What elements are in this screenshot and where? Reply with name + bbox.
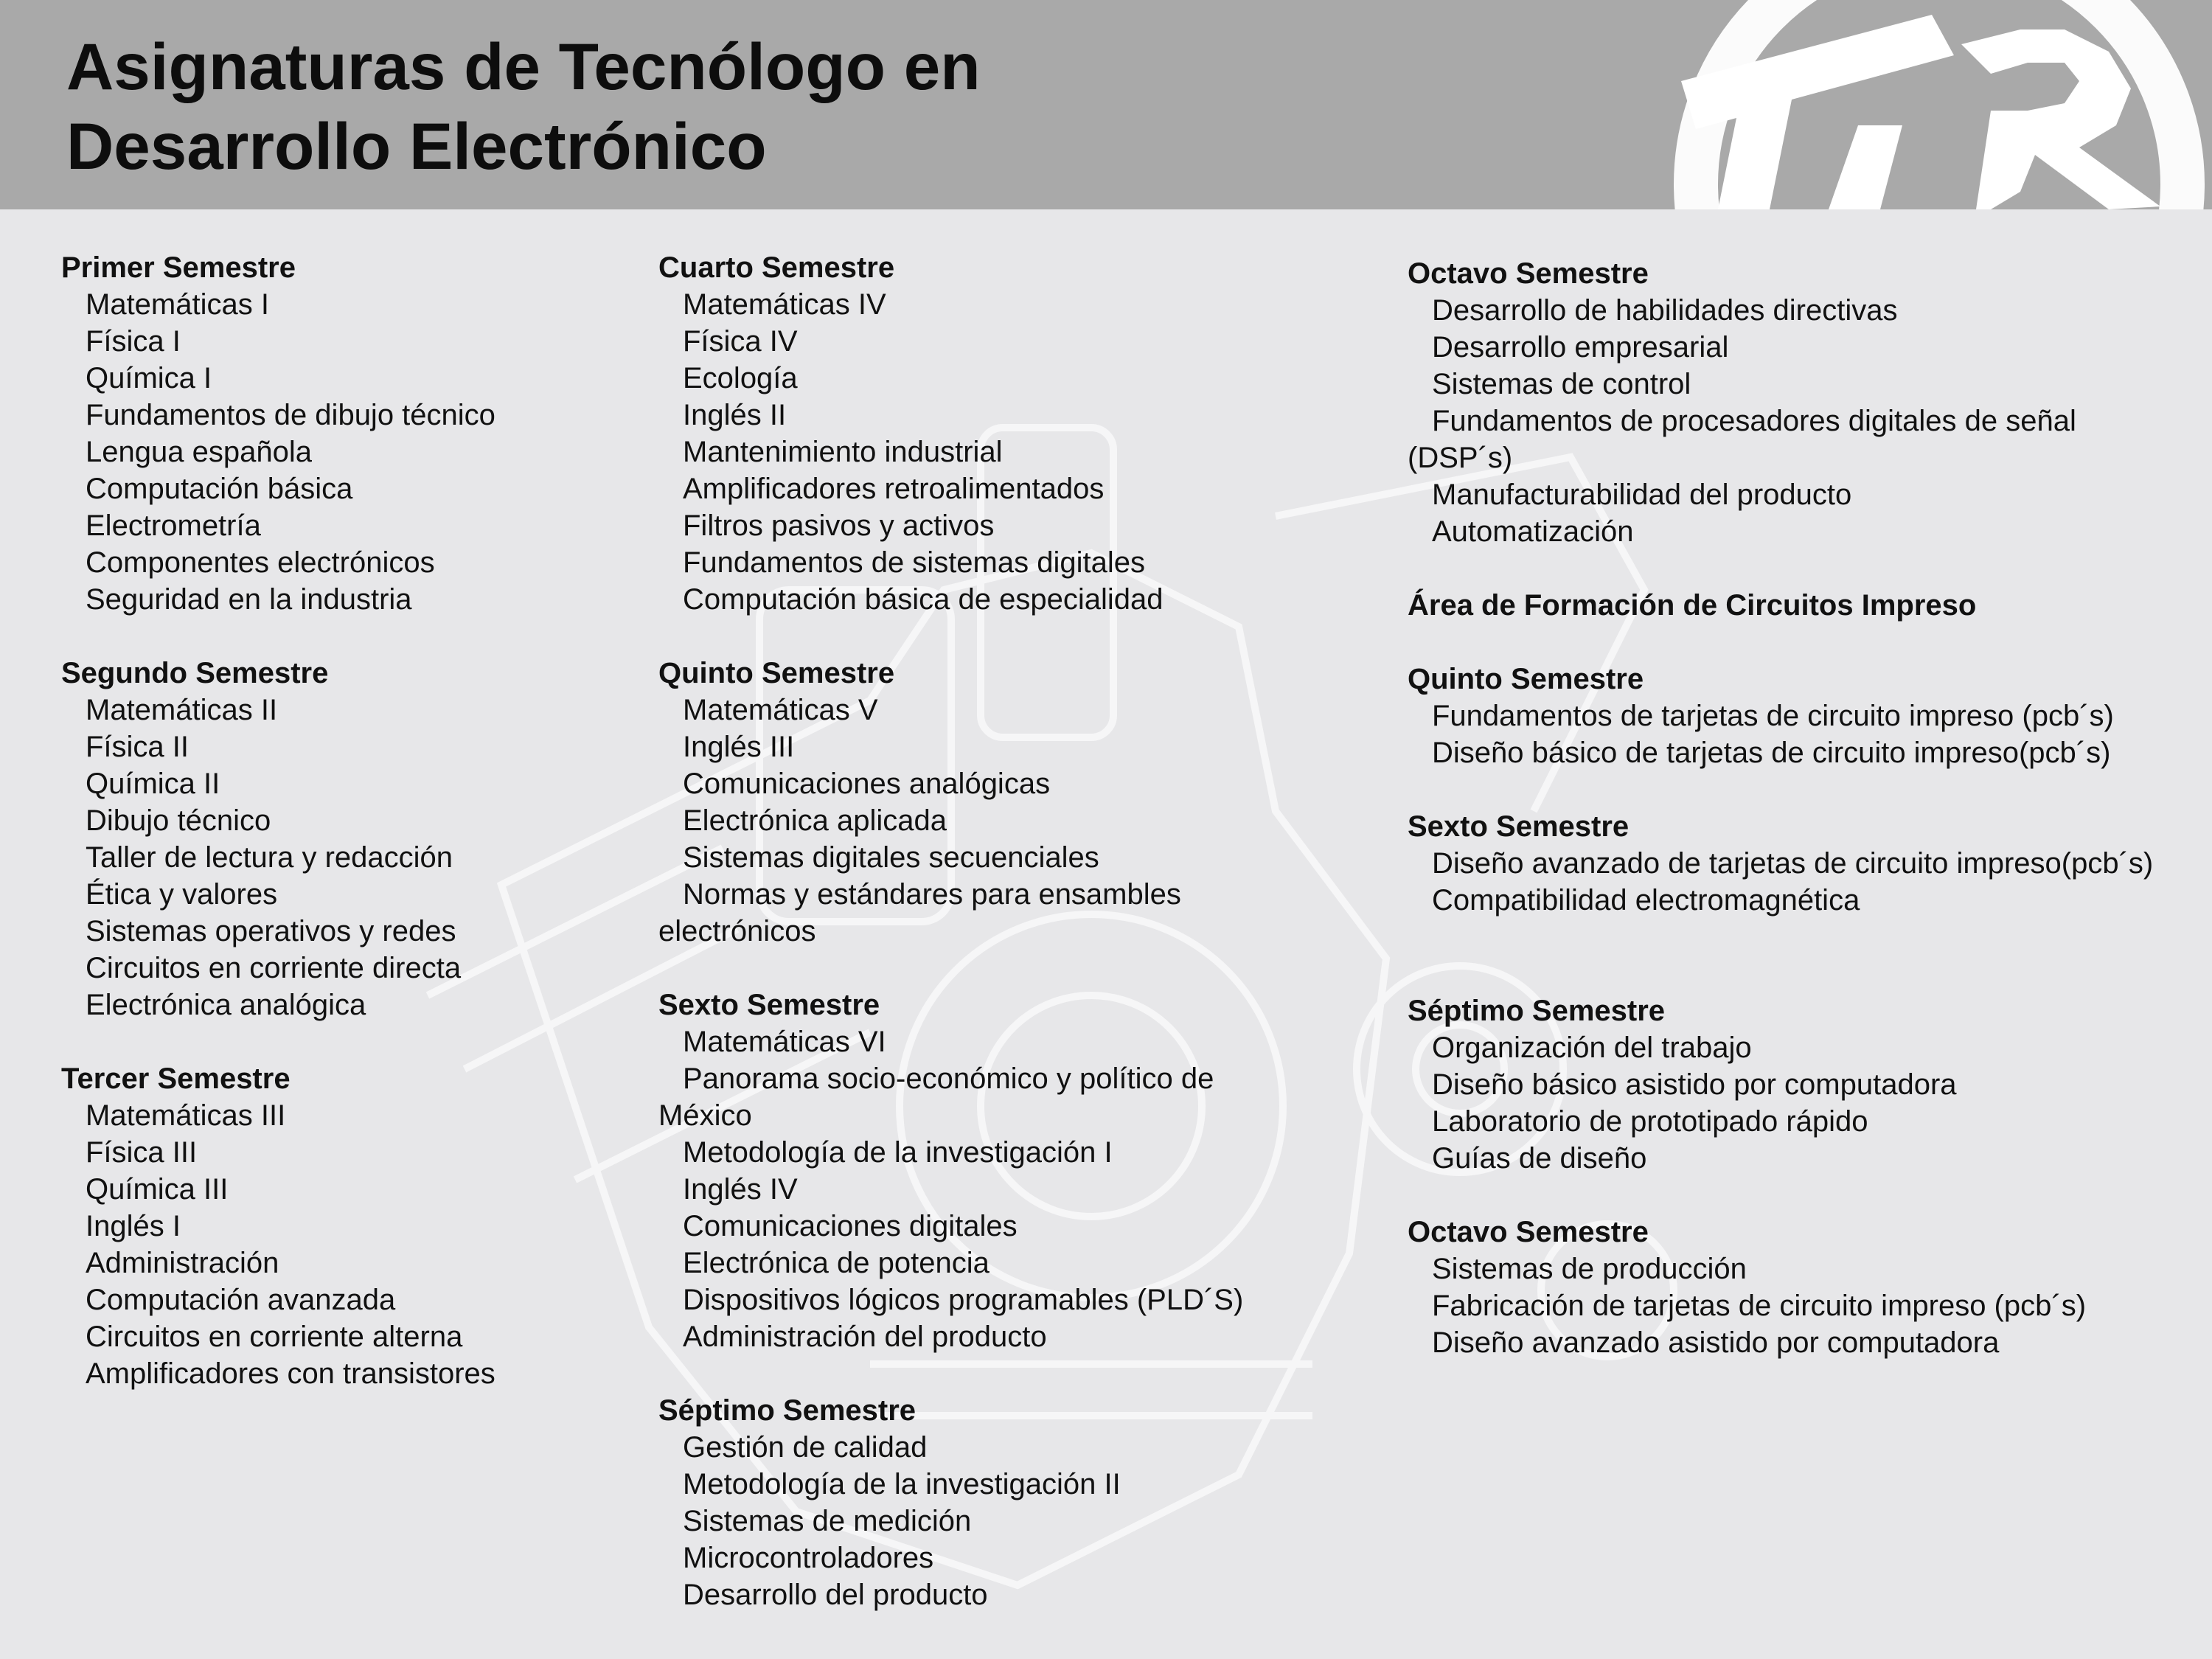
area-heading: Área de Formación de Circuitos Impreso	[1408, 589, 1977, 622]
subject-item: Diseño avanzado asistido por computadora	[1432, 1326, 2000, 1359]
subject-item: Desarrollo empresarial	[1432, 331, 1729, 364]
section-heading: Sexto Semestre	[1408, 810, 1630, 843]
semester-section	[1408, 1214, 2204, 1361]
subject-item: Panorama socio-económico y político de México	[658, 1062, 1214, 1132]
subject-item: Diseño básico de tarjetas de circuito impreso(pcb´s)	[1432, 737, 2111, 769]
section-heading: Séptimo Semestre	[1408, 995, 1666, 1027]
section-heading: Quinto Semestre	[658, 657, 895, 689]
subject-item: Lengua española	[86, 436, 312, 468]
semester-section	[1408, 255, 2204, 550]
subject-item: Fabricación de tarjetas de circuito impreso (pcb´s)	[1432, 1290, 2087, 1322]
subject-item: Seguridad en la industria	[86, 583, 412, 616]
subject-item: Inglés II	[683, 399, 787, 431]
subject-item: Fundamentos de dibujo técnico	[86, 399, 495, 431]
subject-item: Matemáticas I	[86, 288, 269, 321]
semester-section	[61, 1060, 636, 1392]
subject-item: Dibujo técnico	[86, 804, 271, 837]
subject-item: Desarrollo de habilidades directivas	[1432, 294, 1898, 327]
section-heading: Octavo Semestre	[1408, 1216, 1649, 1248]
subject-item: Circuitos en corriente alterna	[86, 1321, 463, 1353]
subject-item: Manufacturabilidad del producto	[1432, 479, 1852, 511]
subject-item: Metodología de la investigación II	[683, 1468, 1121, 1500]
subject-item: Física II	[86, 731, 189, 763]
subject-item: Diseño avanzado de tarjetas de circuito impreso(pcb´s)	[1432, 847, 2154, 880]
subject-item: Mantenimiento industrial	[683, 436, 1003, 468]
subject-item: Administración	[86, 1247, 279, 1279]
subject-item: Inglés IV	[683, 1173, 798, 1206]
semester-section	[658, 249, 1396, 618]
subject-item: Electrónica analógica	[86, 989, 366, 1021]
subject-item: Filtros pasivos y activos	[683, 509, 995, 542]
subject-item: Química I	[86, 362, 212, 394]
semester-section	[1408, 808, 2204, 919]
page-title-line-1: Asignaturas de Tecnólogo en	[66, 29, 981, 103]
subject-item: Microcontroladores	[683, 1542, 934, 1574]
subject-item: Matemáticas VI	[683, 1026, 886, 1058]
subject-item: Electrometría	[86, 509, 261, 542]
subject-item: Ética y valores	[86, 878, 278, 911]
subject-item: Administración del producto	[683, 1321, 1047, 1353]
page-title	[66, 27, 981, 186]
subject-item: Amplificadores retroalimentados	[683, 473, 1105, 505]
semester-section	[658, 1392, 1396, 1613]
subject-item: Física I	[86, 325, 181, 358]
semester-section	[61, 655, 636, 1023]
subject-item: Computación básica de especialidad	[683, 583, 1164, 616]
semester-section	[61, 249, 636, 618]
subject-item: Compatibilidad electromagnética	[1432, 884, 1860, 917]
subject-item: Fundamentos de tarjetas de circuito impreso (pcb´s)	[1432, 700, 2114, 732]
subject-item: Matemáticas III	[86, 1099, 286, 1132]
semester-section	[658, 655, 1396, 950]
subject-item: Sistemas digitales secuenciales	[683, 841, 1099, 874]
subject-item: Taller de lectura y redacción	[86, 841, 453, 874]
section-heading: Sexto Semestre	[658, 989, 880, 1021]
subject-item: Matemáticas V	[683, 694, 878, 726]
subject-item: Física IV	[683, 325, 798, 358]
section-heading: Quinto Semestre	[1408, 663, 1644, 695]
subject-item: Normas y estándares para ensambles electrónicos	[658, 878, 1181, 947]
subject-item: Matemáticas IV	[683, 288, 886, 321]
institution-logo	[1548, 0, 2212, 209]
subject-item: Física III	[86, 1136, 198, 1169]
section-heading: Séptimo Semestre	[658, 1394, 917, 1427]
subject-item: Componentes electrónicos	[86, 546, 435, 579]
subject-item: Computación básica	[86, 473, 353, 505]
column-1	[61, 249, 636, 1429]
page-title-line-2: Desarrollo Electrónico	[66, 109, 767, 183]
header-band	[0, 0, 2212, 209]
subject-item: Matemáticas II	[86, 694, 278, 726]
semester-section	[1408, 992, 2204, 1177]
section-heading: Primer Semestre	[61, 251, 296, 284]
subject-item: Sistemas de medición	[683, 1505, 972, 1537]
subject-item: Laboratorio de prototipado rápido	[1432, 1105, 1868, 1138]
column-2	[658, 249, 1396, 1650]
column-3	[1408, 255, 2204, 1398]
subject-item: Inglés I	[86, 1210, 181, 1242]
subject-item: Sistemas operativos y redes	[86, 915, 456, 947]
subject-item: Dispositivos lógicos programables (PLD´S)	[683, 1284, 1244, 1316]
subject-item: Electrónica de potencia	[683, 1247, 990, 1279]
semester-section	[1408, 661, 2204, 771]
subject-item: Sistemas de producción	[1432, 1253, 1747, 1285]
subject-item: Química II	[86, 768, 220, 800]
subject-item: Diseño básico asistido por computadora	[1432, 1068, 1957, 1101]
section-heading: Cuarto Semestre	[658, 251, 895, 284]
subject-item: Ecología	[683, 362, 798, 394]
subject-item: Fundamentos de procesadores digitales de señal (DSP´s)	[1408, 405, 2076, 474]
section-heading: Octavo Semestre	[1408, 257, 1649, 290]
section-heading: Tercer Semestre	[61, 1062, 291, 1095]
subject-item: Circuitos en corriente directa	[86, 952, 462, 984]
subject-item: Guías de diseño	[1432, 1142, 1647, 1175]
subject-item: Desarrollo del producto	[683, 1579, 988, 1611]
subject-item: Sistemas de control	[1432, 368, 1691, 400]
section-heading: Segundo Semestre	[61, 657, 329, 689]
subject-item: Metodología de la investigación I	[683, 1136, 1113, 1169]
subject-item: Fundamentos de sistemas digitales	[683, 546, 1145, 579]
subject-item: Amplificadores con transistores	[86, 1357, 495, 1390]
subject-item: Química III	[86, 1173, 229, 1206]
subject-item: Computación avanzada	[86, 1284, 396, 1316]
subject-item: Inglés III	[683, 731, 795, 763]
subject-item: Comunicaciones digitales	[683, 1210, 1018, 1242]
subject-item: Electrónica aplicada	[683, 804, 947, 837]
subject-item: Organización del trabajo	[1432, 1032, 1752, 1064]
subject-item: Gestión de calidad	[683, 1431, 928, 1464]
semester-section	[658, 987, 1396, 1355]
subject-item: Automatización	[1432, 515, 1634, 548]
subject-item: Comunicaciones analógicas	[683, 768, 1051, 800]
